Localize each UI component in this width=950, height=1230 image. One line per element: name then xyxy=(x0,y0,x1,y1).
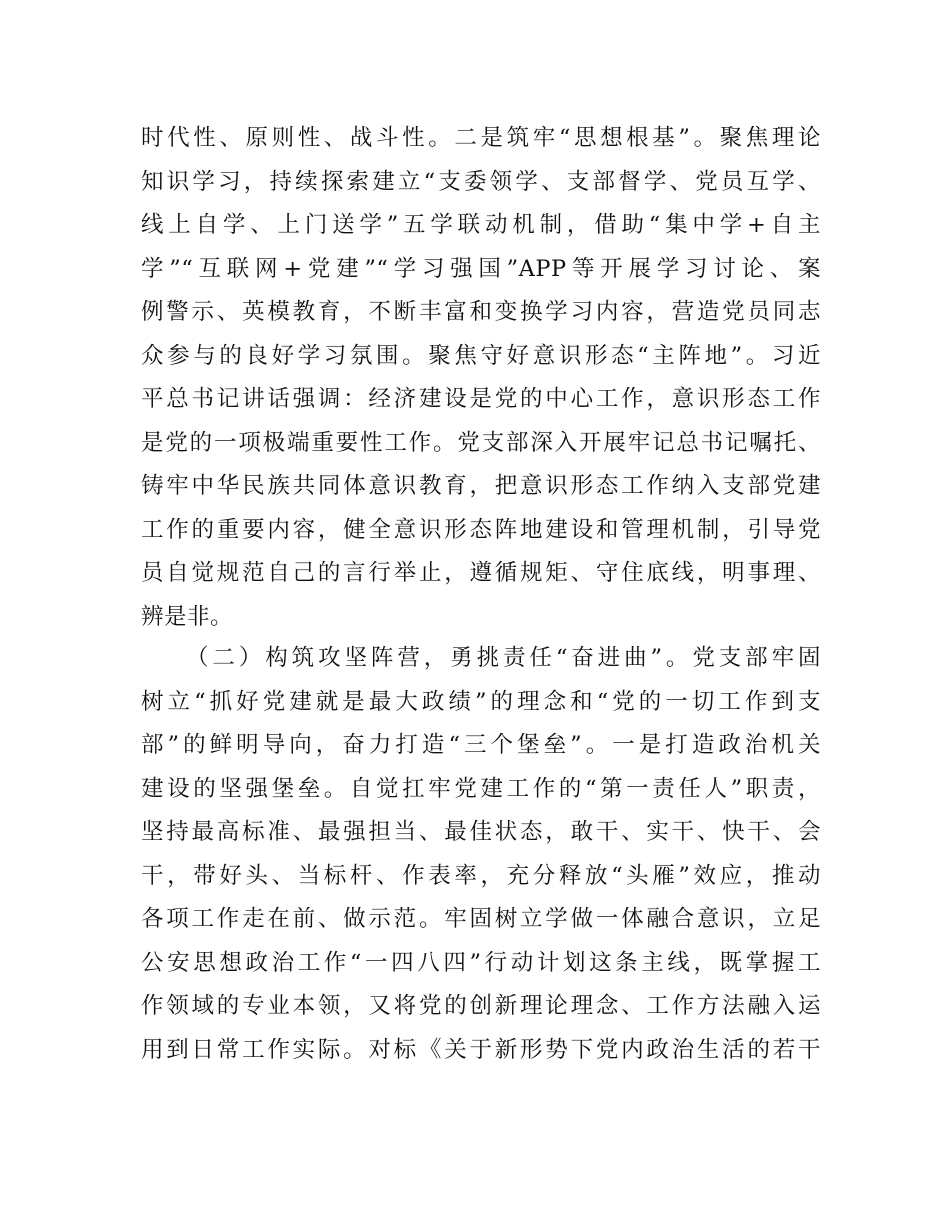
paragraph-line: 工作的重要内容，健全意识形态阵地建设和管理机制，引导党 xyxy=(141,516,821,543)
paragraph-line: 坚持最高标准、最强担当、最佳状态，敢干、实干、快干、会 xyxy=(141,819,821,845)
paragraph-line: 铸牢中华民族共同体意识教育，把意识形态工作纳入支部党建 xyxy=(141,473,821,499)
paragraph-line: 树立“抓好党建就是最大政绩”的理念和“党的一切工作到支 xyxy=(141,688,821,715)
paragraph-line: 干，带好头、当标杆、作表率，充分释放“头雁”效应，推动 xyxy=(141,862,821,889)
paragraph-line: 学”“互联网+党建”“学习强国”APP等开展学习讨论、案 xyxy=(141,255,821,282)
paragraph-last-line: 辨是非。 xyxy=(141,603,234,630)
paragraph-line: 用到日常工作实际。对标《关于新形势下党内政治生活的若干 xyxy=(141,1036,821,1063)
paragraph-line: 员自觉规范自己的言行举止，遵循规矩、守住底线，明事理、 xyxy=(141,560,821,586)
paragraph-line: 例警示、英模教育，不断丰富和变换学习内容，营造党员同志 xyxy=(141,299,821,325)
paragraph-line: 平总书记讲话强调：经济建设是党的中心工作，意识形态工作 xyxy=(141,386,821,412)
paragraph-line: 公安思想政治工作“一四八四”行动计划这条主线，既掌握工 xyxy=(141,949,821,976)
paragraph-line: 各项工作走在前、做示范。牢固树立学做一体融合意识，立足 xyxy=(141,906,821,932)
paragraph-2 xyxy=(141,637,821,1072)
paragraph-line: 部”的鲜明导向，奋力打造“三个堡垒”。一是打造政治机关 xyxy=(141,732,821,758)
paragraph-line: 作领域的专业本领，又将党的创新理论理念、工作方法融入运 xyxy=(141,993,821,1019)
paragraph-line: 知识学习，持续探索建立“支委领学、支部督学、党员互学、 xyxy=(141,168,821,195)
paragraph-first-line: （二）构筑攻坚阵营，勇挑责任“奋进曲”。党支部牢固 xyxy=(186,645,821,671)
paragraph-line: 是党的一项极端重要性工作。党支部深入开展牢记总书记嘱托、 xyxy=(141,429,821,456)
paragraph-line: 众参与的良好学习氛围。聚焦守好意识形态“主阵地”。习近 xyxy=(141,342,821,369)
paragraph-line: 时代性、原则性、战斗性。二是筑牢“思想根基”。聚焦理论 xyxy=(141,125,821,151)
paragraph-line: 线上自学、上门送学”五学联动机制，借助“集中学+自主 xyxy=(141,212,821,238)
paragraph-line: 建设的坚强堡垒。自觉扛牢党建工作的“第一责任人”职责， xyxy=(141,775,821,802)
paragraph-1 xyxy=(141,117,821,639)
